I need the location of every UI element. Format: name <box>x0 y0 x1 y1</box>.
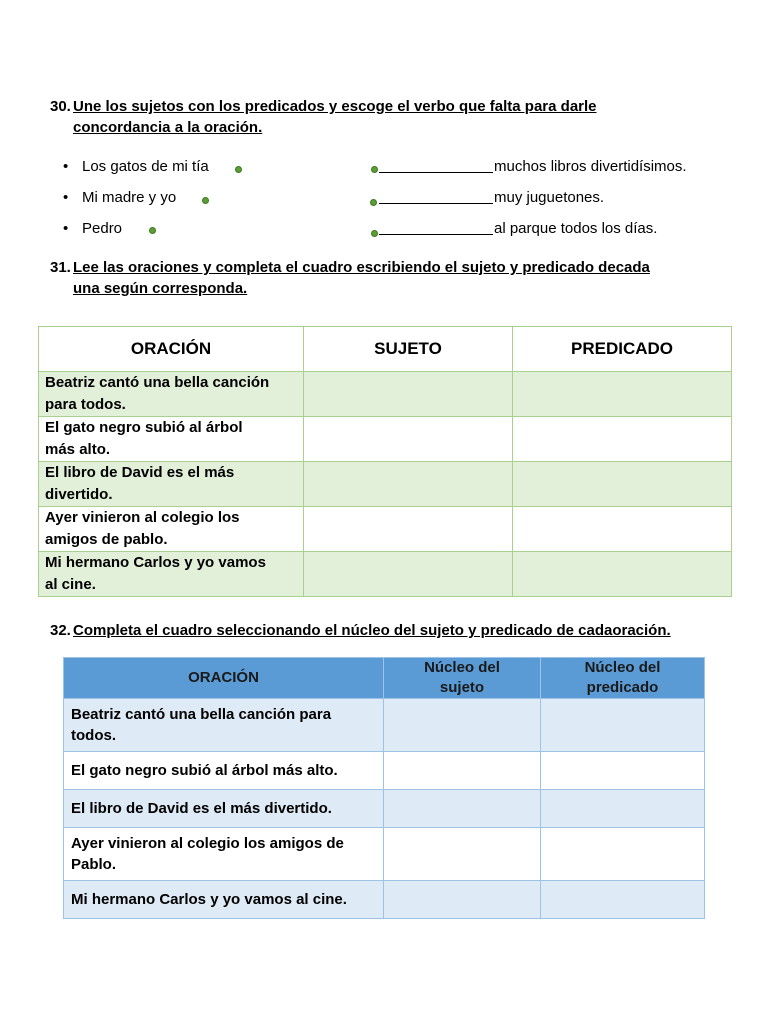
match-point-right[interactable] <box>371 230 378 237</box>
match-item <box>0 189 768 211</box>
predicate-answer-cell[interactable] <box>513 507 732 552</box>
subject-answer-cell[interactable] <box>304 417 513 462</box>
subject-nucleus-cell[interactable] <box>384 881 541 919</box>
sentence-line: El gato negro subió al árbol <box>45 419 243 436</box>
question-text-line: Une los sujetos con los predicados y escoge el verbo que falta para darle <box>73 98 597 115</box>
table-row <box>64 752 705 790</box>
header-line: predicado <box>586 679 659 696</box>
match-point-left[interactable] <box>202 197 209 204</box>
question-text-line: Lee las oraciones y completa el cuadro escribiendo el sujeto y predicado decada <box>73 259 650 276</box>
sentence-line: Ayer vinieron al colegio los amigos de <box>71 835 344 852</box>
predicate-answer-cell[interactable] <box>513 417 732 462</box>
table-row <box>64 699 705 752</box>
question-number: 30. <box>50 98 71 115</box>
sentence-cell: Mi hermano Carlos y yo vamos al cine. <box>64 881 384 919</box>
question-text: Lee las oraciones y completa el cuadro escribiendo el sujeto y predicado decada una según corresponda. <box>73 259 650 297</box>
match-point-right[interactable] <box>370 199 377 206</box>
sentence-cell <box>39 552 304 597</box>
table-row <box>64 828 705 881</box>
predicate-answer-cell[interactable] <box>513 552 732 597</box>
match-point-left[interactable] <box>149 227 156 234</box>
table-row <box>39 462 732 507</box>
sentence-cell: El gato negro subió al árbol más alto. <box>64 752 384 790</box>
predicate-text: al parque todos los días. <box>494 220 658 237</box>
predicate-answer-cell[interactable] <box>513 462 732 507</box>
nucleus-table <box>63 657 705 919</box>
header-predicado: PREDICADO <box>513 327 732 372</box>
subject-text: Mi madre y yo <box>82 189 177 206</box>
subject-predicate-table <box>38 326 732 597</box>
bullet: • <box>63 189 69 206</box>
table-row <box>39 552 732 597</box>
question-31-heading <box>50 257 730 301</box>
header-oracion: ORACIÓN <box>39 327 304 372</box>
match-point-left[interactable] <box>235 166 242 173</box>
subject-nucleus-cell[interactable] <box>384 790 541 828</box>
match-item <box>0 158 768 180</box>
subject-answer-cell[interactable] <box>304 462 513 507</box>
sentence-cell <box>39 462 304 507</box>
sentence-line: divertido. <box>45 486 113 503</box>
sentence-line: al cine. <box>45 576 96 593</box>
sentence-cell: El libro de David es el más divertido. <box>64 790 384 828</box>
question-number: 31. <box>50 259 71 276</box>
table-row <box>39 507 732 552</box>
predicate-nucleus-cell[interactable] <box>541 699 705 752</box>
table-header-row <box>64 658 705 699</box>
bullet: • <box>63 158 69 175</box>
sentence-line: Beatriz cantó una bella canción para <box>71 706 332 723</box>
question-32-heading <box>50 620 730 642</box>
table-header-row <box>39 327 732 372</box>
predicate-nucleus-cell[interactable] <box>541 828 705 881</box>
question-text: Une los sujetos con los predicados y escoge el verbo que falta para darle concordancia a la oración. <box>73 98 597 136</box>
table-row <box>64 790 705 828</box>
question-30-heading <box>50 96 690 140</box>
sentence-line: para todos. <box>45 396 126 413</box>
subject-answer-cell[interactable] <box>304 372 513 417</box>
question-text: Completa el cuadro seleccionando el núcleo del sujeto y predicado de cadaoración. <box>73 622 671 639</box>
fill-blank-line[interactable] <box>379 203 493 204</box>
table-row <box>39 417 732 462</box>
subject-nucleus-cell[interactable] <box>384 699 541 752</box>
match-item <box>0 220 768 242</box>
header-line: sujeto <box>439 679 485 696</box>
sentence-cell <box>39 507 304 552</box>
sentence-cell <box>39 417 304 462</box>
header-oracion: ORACIÓN <box>64 658 384 699</box>
predicate-nucleus-cell[interactable] <box>541 881 705 919</box>
sentence-cell <box>64 828 384 881</box>
header-sujeto: SUJETO <box>304 327 513 372</box>
question-text-line: una según corresponda <box>73 280 244 297</box>
sentence-line: El libro de David es el más <box>45 464 235 481</box>
fill-blank-line[interactable] <box>379 234 493 235</box>
header-nucleo-sujeto <box>384 658 541 699</box>
sentence-line: Beatriz cantó una bella canción <box>45 374 270 391</box>
header-line: Núcleo del <box>584 659 661 676</box>
subject-nucleus-cell[interactable] <box>384 828 541 881</box>
table-row <box>64 881 705 919</box>
sentence-cell <box>64 699 384 752</box>
subject-answer-cell[interactable] <box>304 552 513 597</box>
predicate-nucleus-cell[interactable] <box>541 752 705 790</box>
subject-nucleus-cell[interactable] <box>384 752 541 790</box>
subject-answer-cell[interactable] <box>304 507 513 552</box>
predicate-text: muchos libros divertidísimos. <box>494 158 687 175</box>
sentence-line: Pablo. <box>71 856 117 873</box>
fill-blank-line[interactable] <box>379 172 493 173</box>
table-row <box>39 372 732 417</box>
sentence-line: amigos de pablo. <box>45 531 168 548</box>
sentence-line: Ayer vinieron al colegio los <box>45 509 240 526</box>
sentence-cell <box>39 372 304 417</box>
question-number: 32. <box>50 622 71 639</box>
predicate-nucleus-cell[interactable] <box>541 790 705 828</box>
bullet: • <box>63 220 69 237</box>
predicate-text: muy juguetones. <box>494 189 605 206</box>
question-text-line: concordancia a la oración <box>73 119 259 136</box>
subject-text: Pedro <box>82 220 123 237</box>
subject-text: Los gatos de mi tía <box>82 158 209 175</box>
sentence-line: todos. <box>71 727 116 744</box>
header-line: Núcleo del <box>424 659 500 676</box>
match-point-right[interactable] <box>371 166 378 173</box>
header-nucleo-predicado <box>541 658 705 699</box>
sentence-line: Mi hermano Carlos y yo vamos <box>45 554 266 571</box>
predicate-answer-cell[interactable] <box>513 372 732 417</box>
sentence-line: más alto. <box>45 441 111 458</box>
